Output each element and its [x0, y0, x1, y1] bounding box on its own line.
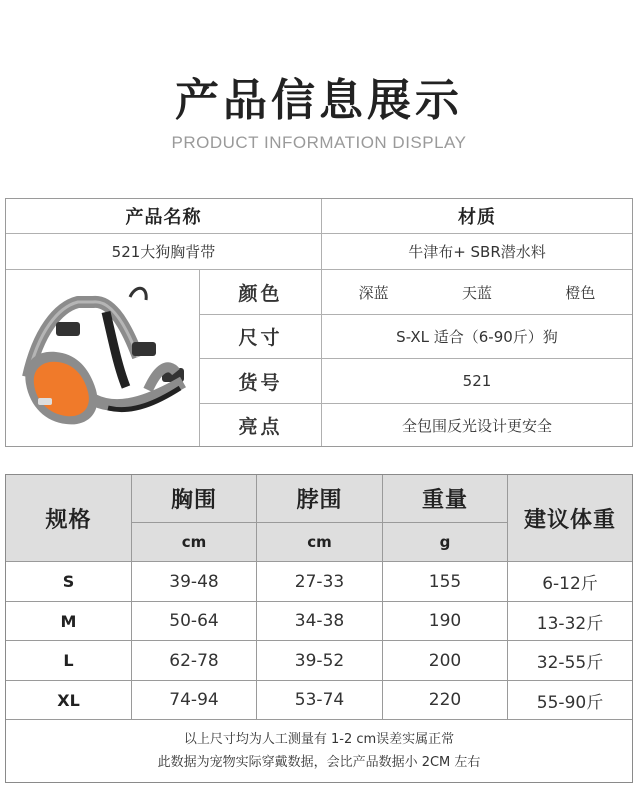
- model-value: 521: [462, 372, 492, 390]
- highlight-label: 亮点: [238, 415, 283, 438]
- size-chart-table: [5, 474, 633, 783]
- product-name-header: 产品名称: [125, 207, 202, 228]
- weight-cell: 200: [428, 650, 462, 671]
- chest-unit: cm: [181, 533, 207, 551]
- size-cell: L: [63, 651, 74, 670]
- note-line: 此数据为宠物实际穿戴数据，会比产品数据小 2CM 左右: [157, 755, 481, 770]
- chest-cell: 50-64: [169, 611, 219, 631]
- size-cell: S: [62, 572, 75, 591]
- neck-cell: 53-74: [294, 690, 345, 710]
- color-label: 颜色: [238, 282, 283, 305]
- recommend-weight-header: 建议体重: [523, 507, 616, 533]
- neck-cell: 34-38: [294, 611, 345, 631]
- weight-header: 重量: [421, 488, 468, 513]
- weight-cell: 220: [428, 690, 462, 710]
- chest-cell: 62-78: [169, 650, 219, 671]
- neck-cell: 27-33: [294, 571, 345, 592]
- color-values: [322, 270, 632, 314]
- dog-weight-cell: 13-32斤: [536, 613, 604, 634]
- weight-cell: 190: [428, 611, 462, 631]
- weight-cell: 155: [428, 571, 462, 592]
- note-line: 以上尺寸均为人工测量有 1-2 cm误差实属正常: [183, 732, 455, 747]
- color-option-navy: 深蓝: [358, 283, 389, 302]
- dog-weight-cell: 32-55斤: [536, 653, 604, 673]
- dog-weight-cell: 55-90斤: [536, 692, 604, 713]
- neck-header: 脖围: [296, 488, 343, 513]
- chest-header: 胸围: [170, 488, 217, 513]
- chest-cell: 39-48: [169, 571, 219, 592]
- highlight-value: 全包围反光设计更安全: [401, 416, 552, 435]
- weight-unit: g: [439, 533, 451, 551]
- spec-header: 规格: [45, 507, 92, 533]
- size-cell: XL: [57, 690, 80, 710]
- size-label: 尺寸: [238, 327, 283, 349]
- size-notes: [6, 720, 632, 782]
- material-value: 牛津布+ SBR潜水料: [408, 243, 546, 261]
- material-header: 材质: [458, 207, 496, 228]
- product-info-table: [5, 198, 633, 447]
- product-image: [6, 270, 199, 446]
- dog-weight-cell: 6-12斤: [542, 574, 598, 594]
- product-name-value: 521大狗胸背带: [111, 243, 216, 261]
- model-label: 货号: [238, 371, 283, 394]
- size-value: S-XL 适合（6-90斤）狗: [396, 328, 558, 346]
- chest-cell: 74-94: [169, 690, 219, 710]
- neck-unit: cm: [307, 533, 332, 551]
- color-option-orange: 橙色: [565, 283, 596, 302]
- size-cell: M: [60, 611, 77, 631]
- color-option-skyblue: 天蓝: [461, 283, 492, 302]
- page-subtitle: PRODUCT INFORMATION DISPLAY: [171, 133, 467, 152]
- page-title: 产品信息展示: [175, 75, 463, 126]
- neck-cell: 39-52: [294, 650, 345, 671]
